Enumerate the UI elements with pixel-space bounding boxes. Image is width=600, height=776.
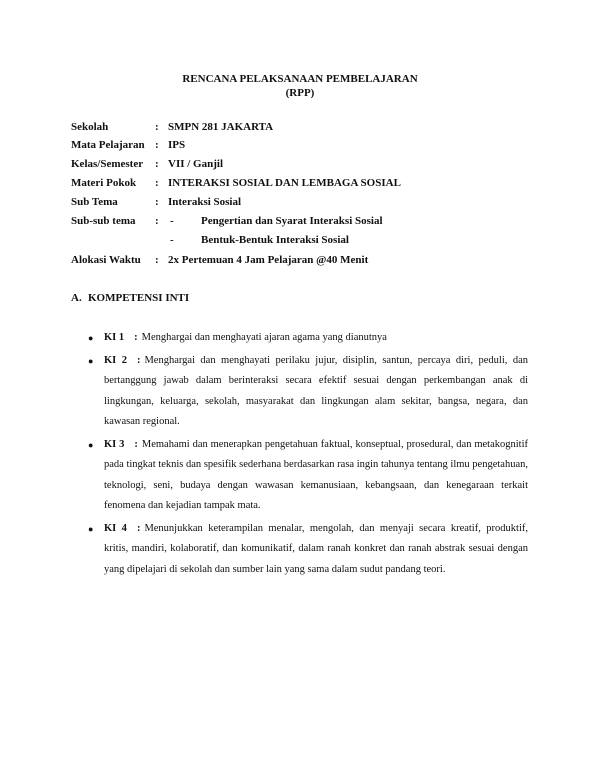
ki-code: KI 2 — [104, 354, 127, 366]
colon: : — [134, 438, 138, 450]
value-subtema: Interaksi Sosial — [168, 196, 242, 208]
colon: : — [136, 354, 141, 366]
label-subtema: Sub Tema — [71, 196, 118, 208]
ki-text: Menunjukkan keterampilan menalar, mengolah, dan menyaji secara kreatif, produktif, kritis, mandiri, kolaboratif, dan komunikatif, dalam ranah konkret dan ranah abstrak sesuai dengan yang dipelajari di sekolah dan sumber lain yang sama dalam sudut pandang teori. — [104, 522, 528, 575]
colon: : — [134, 332, 138, 343]
bullet-icon: ● — [88, 333, 94, 343]
colon: : — [155, 254, 159, 266]
bullet-icon: ● — [88, 439, 94, 450]
value-subsubtema-1: Pengertian dan Syarat Interaksi Sosial — [201, 215, 383, 227]
colon: : — [136, 522, 141, 534]
colon: : — [155, 121, 159, 133]
section-title: KOMPETENSI INTI — [88, 292, 190, 304]
label-subsubtema: Sub-sub tema — [71, 215, 136, 227]
value-sekolah: SMPN 281 JAKARTA — [168, 121, 274, 133]
label-kelas: Kelas/Semester — [71, 158, 144, 170]
list-item-ki-2 — [88, 351, 528, 433]
value-kelas: VII / Ganjil — [168, 158, 224, 170]
colon: : — [155, 177, 159, 189]
list-item-ki-1 — [88, 328, 528, 349]
bullet-icon: ● — [88, 355, 94, 366]
label-alokasi: Alokasi Waktu — [71, 254, 141, 266]
value-alokasi: 2x Pertemuan 4 Jam Pelajaran @40 Menit — [168, 254, 369, 266]
ki-text: Menghargai dan menghayati ajaran agama yang dianutnya — [141, 332, 387, 343]
bullet-icon: ● — [88, 523, 94, 534]
label-sekolah: Sekolah — [71, 121, 109, 133]
colon: : — [155, 139, 159, 151]
ki-code: KI 4 — [104, 522, 127, 534]
ki-code: KI 1 — [104, 332, 125, 343]
colon: : — [155, 215, 159, 227]
dash: - — [170, 215, 174, 227]
ki-text: Menghargai dan menghayati perilaku jujur, disiplin, santun, percaya diri, peduli, dan bertanggung jawab dalam berinteraksi secara efektif sesuai dengan perkembangan anak di lingkungan, keluarga, sekolah, masyarakat dan lingkungan alam sekitar, bangsa, negara, dan kawasan regional. — [104, 354, 528, 427]
value-subsubtema-2: Bentuk-Bentuk Interaksi Sosial — [201, 234, 349, 246]
kompetensi-inti-list — [88, 328, 528, 582]
ki-text: Memahami dan menerapkan pengetahuan faktual, konseptual, prosedural, dan metakognitif pada tingkat teknis dan spesifik sederhana berdasarkan rasa ingin tahunya tentang ilmu pengetahuan, teknologi, seni, budaya dengan wawasan kemanusiaan, kebangsaan, dan kenegaraan terkait fenomena dan kejadian tampak mata. — [104, 438, 528, 511]
section-letter: A. — [71, 292, 82, 304]
colon: : — [155, 158, 159, 170]
label-mapel: Mata Pelajaran — [71, 139, 145, 151]
value-mapel: IPS — [168, 139, 186, 151]
dash: - — [170, 234, 174, 246]
list-item-ki-3 — [88, 435, 528, 517]
ki-code: KI 3 — [104, 438, 125, 450]
list-item-ki-4 — [88, 519, 528, 581]
document-subtitle: (RPP) — [285, 87, 315, 99]
document-title: RENCANA PELAKSANAAN PEMBELAJARAN — [182, 73, 418, 85]
colon: : — [155, 196, 159, 208]
value-materi: INTERAKSI SOSIAL DAN LEMBAGA SOSIAL — [168, 177, 401, 189]
label-materi: Materi Pokok — [71, 177, 137, 189]
